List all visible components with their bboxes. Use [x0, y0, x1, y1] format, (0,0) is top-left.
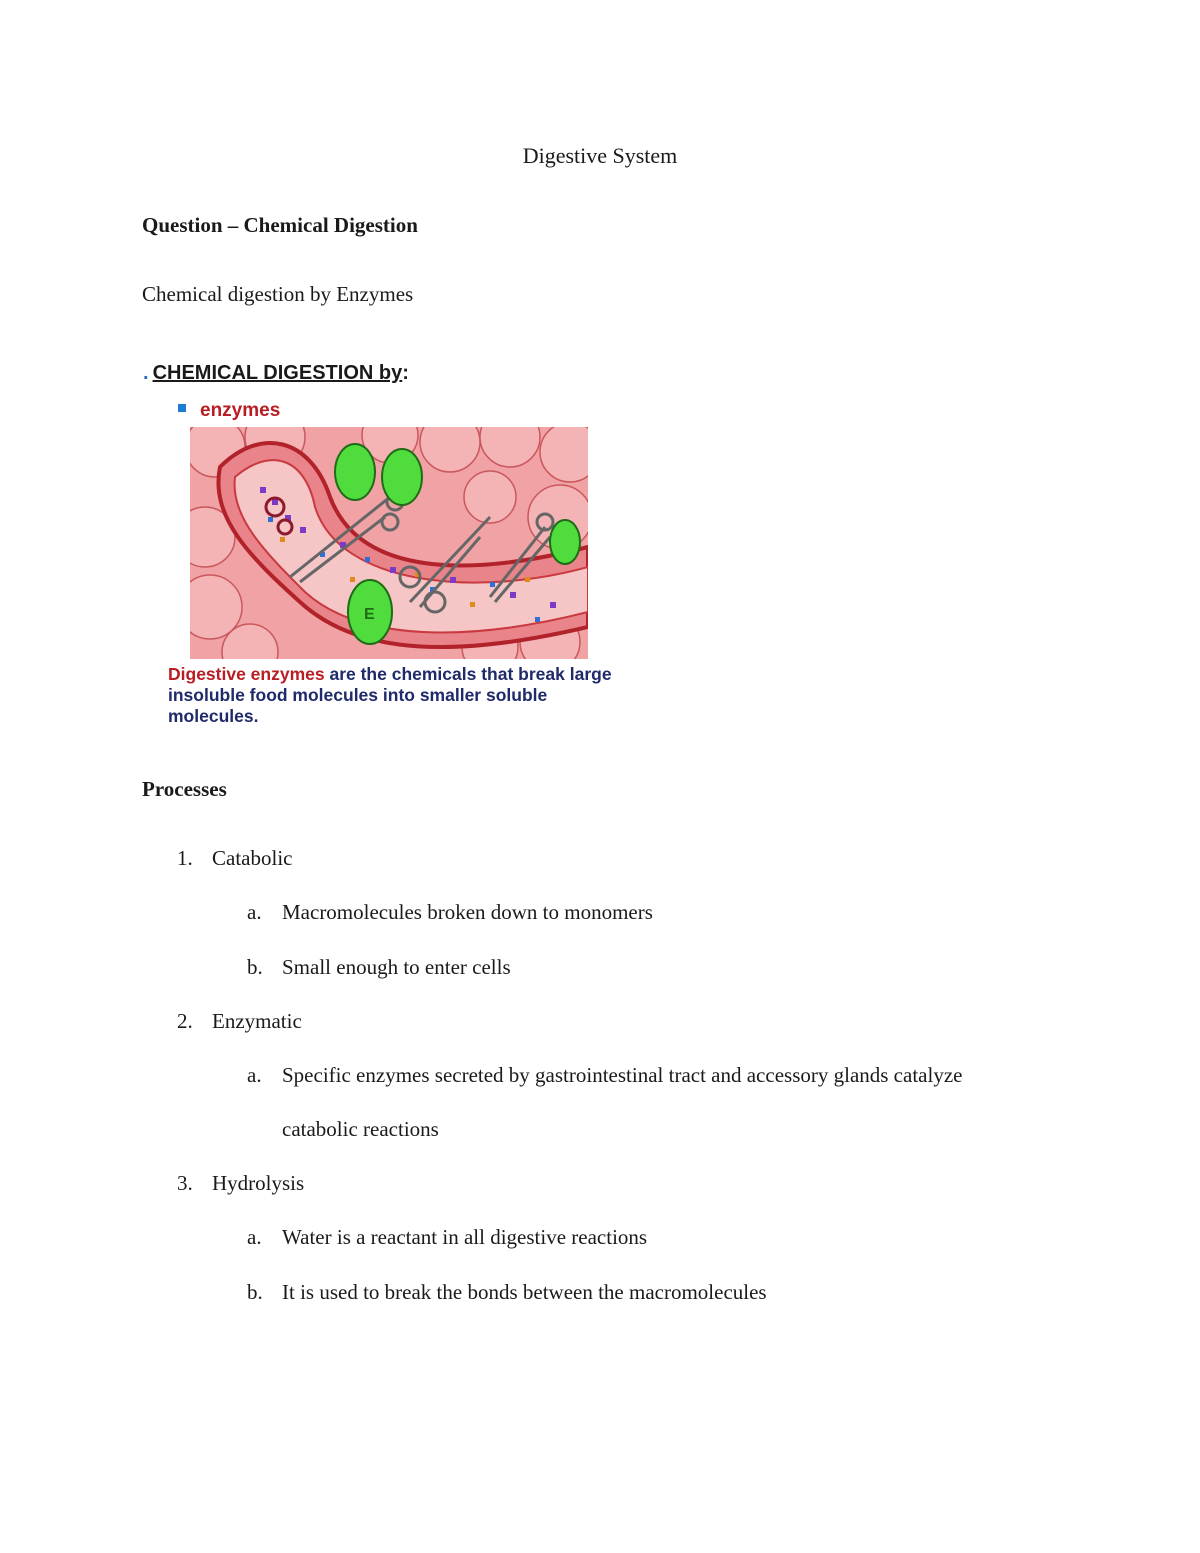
enzyme-label: E: [364, 606, 375, 623]
list-item-label: Catabolic: [212, 846, 293, 870]
square-bullet-icon: [178, 404, 186, 412]
intro-paragraph: Chemical digestion by Enzymes: [142, 282, 414, 306]
sub-letter: b.: [247, 1280, 263, 1304]
slide-bullet-text: enzymes: [200, 400, 281, 421]
caption-text: are the chemicals that break large insoluble food molecules into smaller soluble molecules.: [168, 664, 612, 726]
slide-heading-text: CHEMICAL DIGESTION by: [152, 362, 403, 384]
sub-item-text: Water is a reactant in all digestive reactions: [282, 1225, 648, 1249]
sub-item-text: Small enough to enter cells: [282, 955, 511, 979]
sub-item-text: It is used to break the bonds between the macromolecules: [282, 1280, 767, 1304]
sub-letter: b.: [247, 955, 263, 979]
list-number: 3.: [177, 1171, 193, 1195]
sub-letter: a.: [247, 1225, 262, 1249]
processes-heading: Processes: [142, 777, 227, 801]
sub-item-continuation: catabolic reactions: [282, 1117, 439, 1141]
list-item-label: Enzymatic: [212, 1009, 302, 1033]
caption-highlight: Digestive enzymes: [168, 664, 325, 684]
slide-bullet: [178, 400, 280, 422]
list-number: 2.: [177, 1009, 193, 1033]
enzymes-illustration: [190, 427, 588, 659]
list-item-label: Hydrolysis: [212, 1171, 305, 1195]
question-heading: Question – Chemical Digestion: [142, 213, 418, 237]
slide-heading-colon: :: [402, 362, 409, 384]
sub-item-text: Specific enzymes secreted by gastrointestinal tract and accessory glands catalyze: [282, 1063, 963, 1087]
list-number: 1.: [177, 846, 193, 870]
sub-letter: a.: [247, 900, 262, 924]
document-title: Digestive System: [522, 143, 678, 168]
slide-caption: [168, 664, 638, 727]
sub-item-text: Macromolecules broken down to monomers: [282, 900, 653, 924]
slide-bullet-dot: .: [143, 362, 149, 384]
slide-heading: [143, 362, 409, 385]
sub-letter: a.: [247, 1063, 262, 1087]
